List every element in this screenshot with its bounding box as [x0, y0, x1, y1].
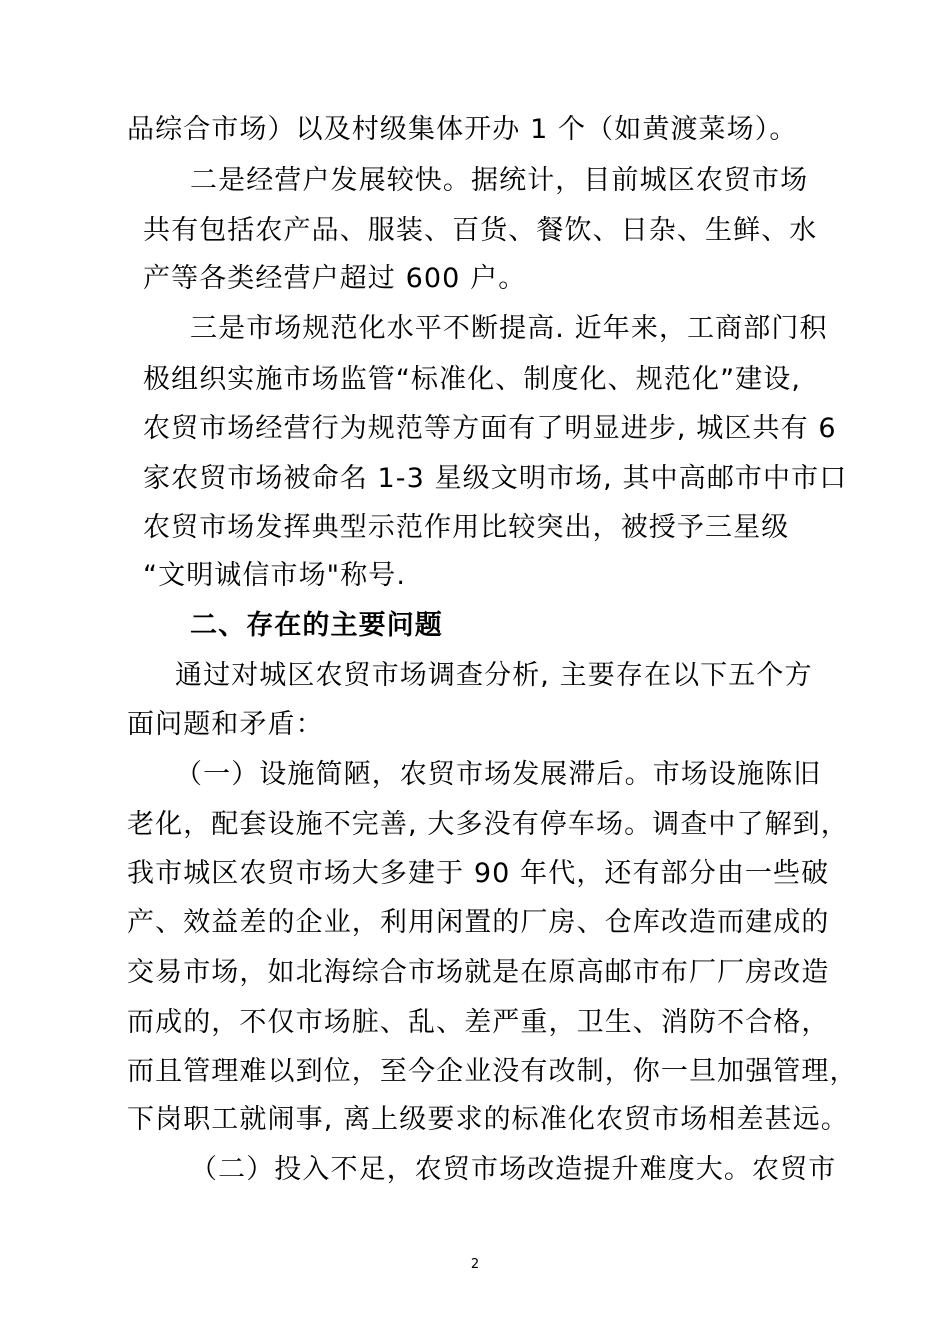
- page-number: 2: [470, 1257, 480, 1272]
- text-line: 而成的，不仅市场脏、乱、差严重，卫生、消防不合格，: [127, 1007, 830, 1038]
- text-line: 我市城区农贸市场大多建于 90 年代，还有部分由一些破: [127, 858, 830, 889]
- text-line: 面问题和矛盾：: [127, 709, 324, 740]
- text-line: 二是经营户发展较快。据统计，目前城区农贸市场: [190, 165, 809, 196]
- text-line: 下岗职工就闹事, 离上级要求的标准化农贸市场相差甚远。: [127, 1104, 849, 1135]
- text-line: 农贸市场发挥典型示范作用比较突出，被授予三星级: [143, 512, 790, 543]
- text-line: 家农贸市场被命名 1-3 星级文明市场, 其中高邮市中市口: [143, 463, 848, 494]
- text-line: 交易市场，如北海综合市场就是在原高邮市布厂厂房改造: [127, 957, 830, 988]
- text-line: （二）投入不足，农贸市场改造提升难度大。农贸市: [190, 1154, 837, 1185]
- text-line: 老化，配套设施不完善, 大多没有停车场。调查中了解到，: [127, 809, 849, 840]
- text-line: 农贸市场经营行为规范等方面有了明显进步, 城区共有 6: [143, 413, 837, 444]
- section-heading: 二、存在的主要问题: [190, 610, 443, 641]
- text-line: 产、效益差的企业，利用闲置的厂房、仓库改造而建成的: [127, 907, 830, 938]
- text-line: 三是市场规范化水平不断提高. 近年来，工商部门积: [190, 313, 828, 344]
- text-line: 通过对城区农贸市场调查分析, 主要存在以下五个方: [175, 660, 813, 691]
- text-line: “文明诚信市场"称号.: [143, 560, 407, 591]
- text-line: 品综合市场）以及村级集体开办 1 个（如黄渡菜场）。: [127, 114, 798, 145]
- text-line: （一）设施简陋，农贸市场发展滞后。市场设施陈旧: [175, 759, 822, 790]
- text-line: 共有包括农产品、服装、百货、餐饮、日杂、生鲜、水: [143, 215, 818, 246]
- text-line: 产等各类经营户超过 600 户。: [143, 263, 527, 294]
- text-line: 而且管理难以到位，至今企业没有改制，你一旦加强管理，: [127, 1056, 858, 1087]
- text-line: 极组织实施市场监管“标准化、制度化、规范化”建设,: [143, 364, 802, 395]
